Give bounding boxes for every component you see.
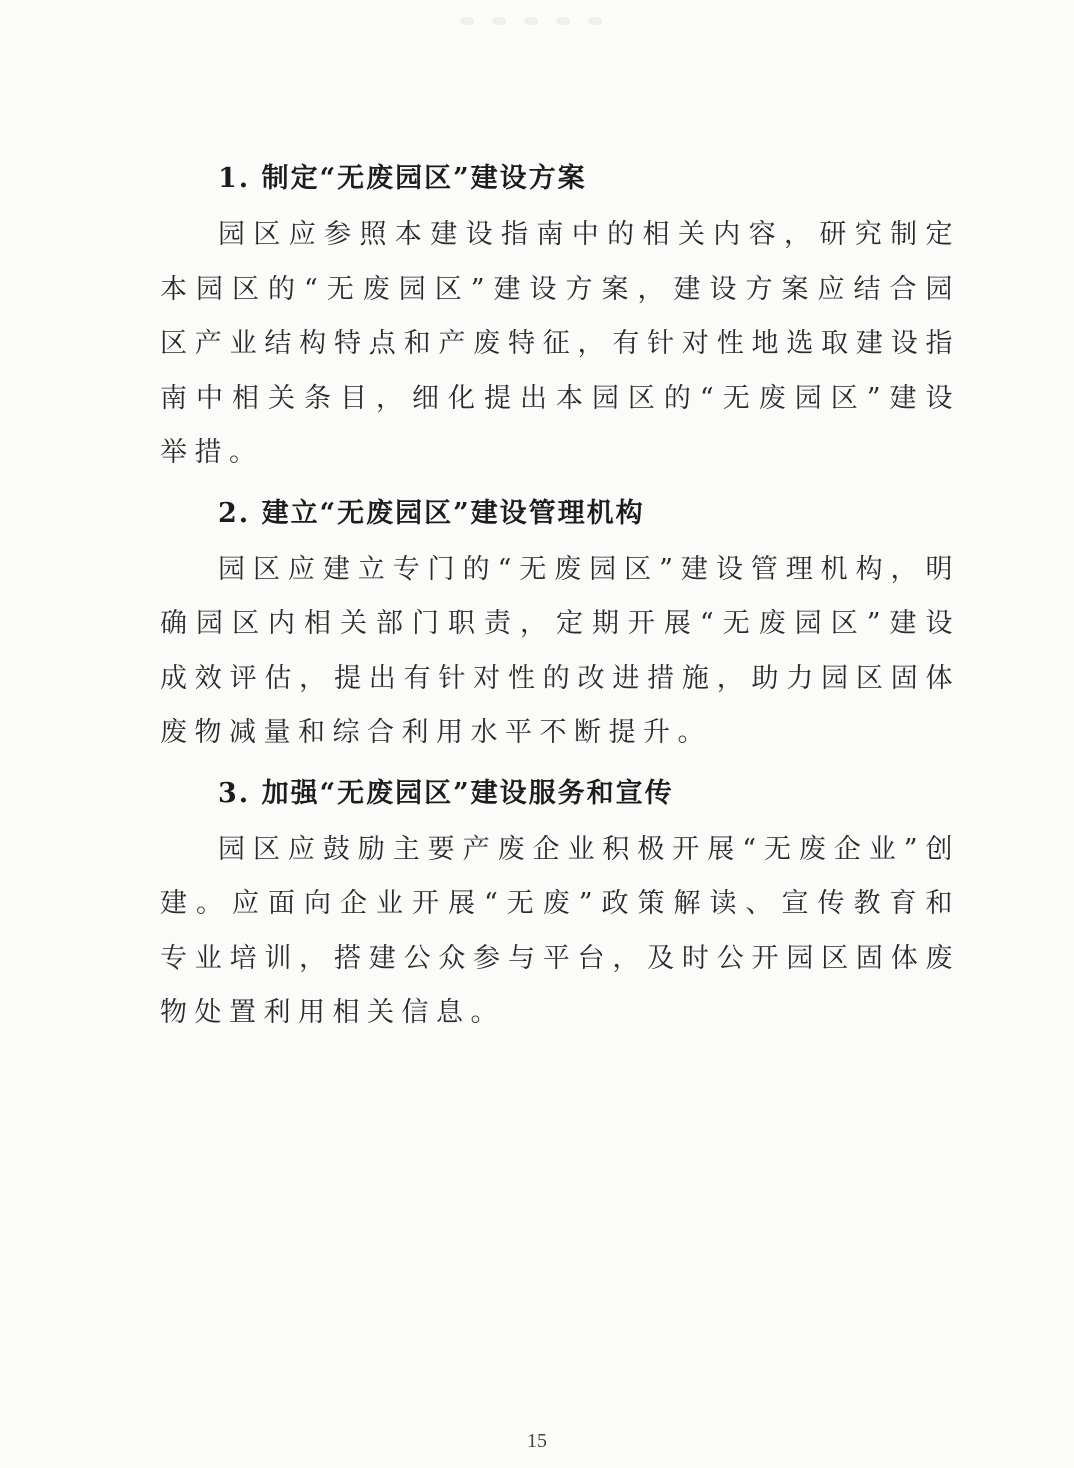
section-paragraph: 园区应鼓励主要产废企业积极开展“无废企业”创建。应面向企业开展“无废”政策解读、宣传教育和专业培训，搭建公众参与平台，及时公开园区固体废物处置利用相关信息。 <box>160 833 960 1028</box>
document-body <box>160 150 960 1045</box>
section-2 <box>160 485 960 761</box>
section-paragraph: 园区应建立专门的“无废园区”建设管理机构，明确园区内相关部门职责，定期开展“无废园区”建设成效评估，提出有针对性的改进措施，助力园区固体废物减量和综合利用水平不断提升。 <box>160 553 960 748</box>
section-3 <box>160 765 960 1041</box>
section-1 <box>160 150 960 481</box>
section-heading: 3. 加强“无废园区”建设服务和宣传 <box>218 777 674 809</box>
page-number: 15 <box>527 1430 547 1452</box>
section-heading: 2. 建立“无废园区”建设管理机构 <box>218 497 645 529</box>
section-heading: 1. 制定“无废园区”建设方案 <box>218 163 587 194</box>
scan-artifact <box>460 10 630 20</box>
section-paragraph: 园区应参照本建设指南中的相关内容，研究制定本园区的“无废园区”建设方案，建设方案应结合园区产业结构特点和产废特征，有针对性地选取建设指南中相关条目，细化提出本园区的“无废园区”建设举措。 <box>160 219 960 468</box>
